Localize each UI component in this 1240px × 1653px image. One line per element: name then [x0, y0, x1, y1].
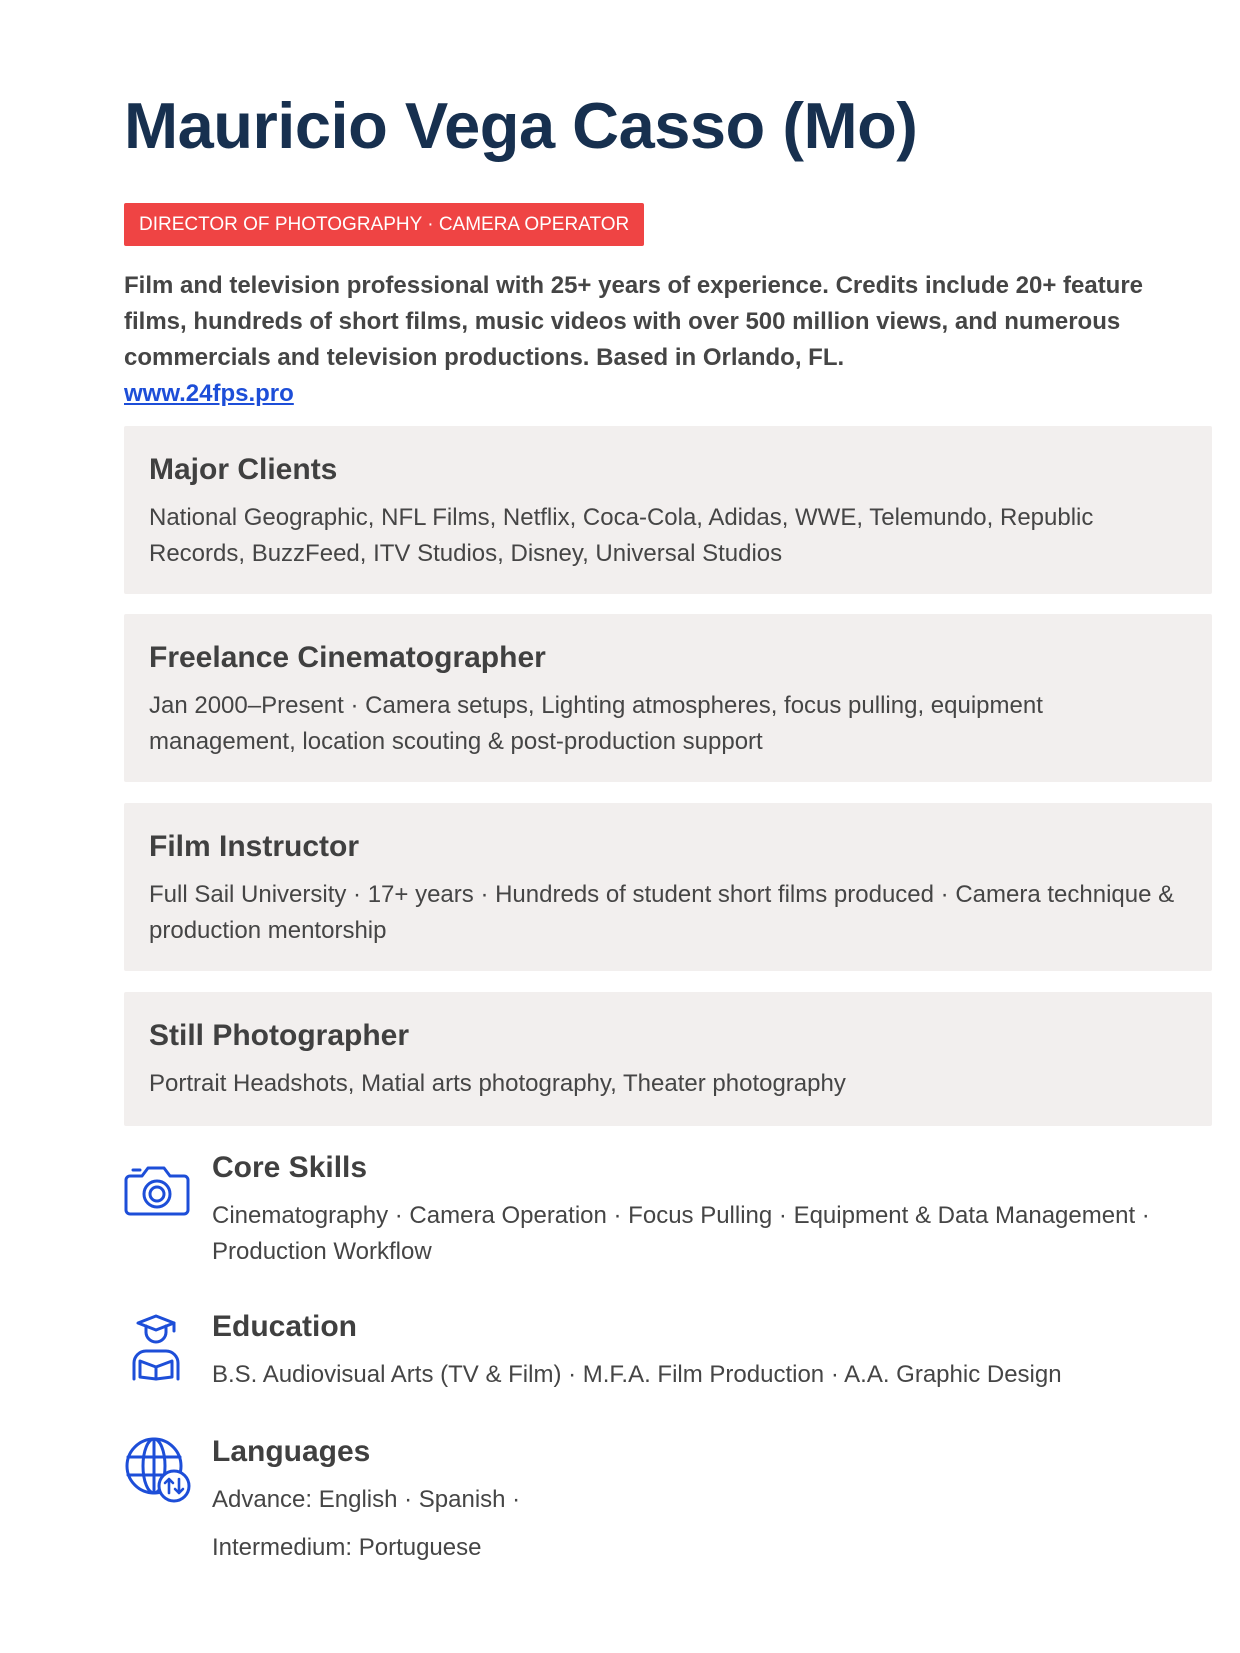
website-link[interactable]: www.24fps.pro [124, 380, 294, 407]
section-title: Languages [212, 1435, 371, 1468]
section-title: Core Skills [212, 1151, 368, 1184]
section-title: Education [212, 1310, 358, 1343]
section-body: Cinematography · Camera Operation · Focus Pulling · Equipment & Data Management · Production Workflow [212, 1202, 1150, 1265]
summary [124, 268, 1184, 412]
globe-language-icon [124, 1436, 192, 1504]
camera-icon [124, 1154, 192, 1222]
skills-content [212, 1148, 1212, 1270]
card-film-instructor [124, 803, 1212, 971]
role-badge: DIRECTOR OF PHOTOGRAPHY · CAMERA OPERATOR [124, 203, 644, 246]
card-still-photographer [124, 992, 1212, 1126]
card-body: Jan 2000–Present · Camera setups, Lighting atmospheres, focus pulling, equipment management, location scouting & post-production support [149, 692, 1043, 755]
card-title: Major Clients [149, 453, 338, 486]
card-title: Film Instructor [149, 830, 360, 863]
graduate-icon [124, 1313, 192, 1381]
summary-text: Film and television professional with 25+ years of experience. Credits include 20+ feature films, hundreds of short films, music videos with over 500 million views, and numerous commercials and television productions. Based in Orlando, FL. [124, 272, 1144, 371]
card-title: Freelance Cinematographer [149, 641, 546, 674]
card-freelance-cinematographer [124, 614, 1212, 782]
section-body: B.S. Audiovisual Arts (TV & Film) · M.F.A. Film Production · A.A. Graphic Design [212, 1361, 1062, 1388]
page-title: Mauricio Vega Casso (Mo) [124, 89, 918, 162]
card-body: Full Sail University · 17+ years · Hundreds of student short films produced · Camera technique & production mentorship [149, 881, 1175, 944]
languages-intermediate: Intermedium: Portuguese [212, 1534, 482, 1561]
card-title: Still Photographer [149, 1019, 410, 1052]
languages-advanced: Advance: English · Spanish · [212, 1486, 521, 1513]
card-body: Portrait Headshots, Matial arts photography, Theater photography [149, 1070, 846, 1097]
card-major-clients [124, 426, 1212, 594]
languages-content [212, 1432, 1212, 1566]
card-body: National Geographic, NFL Films, Netflix, Coca-Cola, Adidas, WWE, Telemundo, Republic Records, BuzzFeed, ITV Studios, Disney, Universal Studios [149, 504, 1094, 567]
education-content [212, 1307, 1212, 1393]
